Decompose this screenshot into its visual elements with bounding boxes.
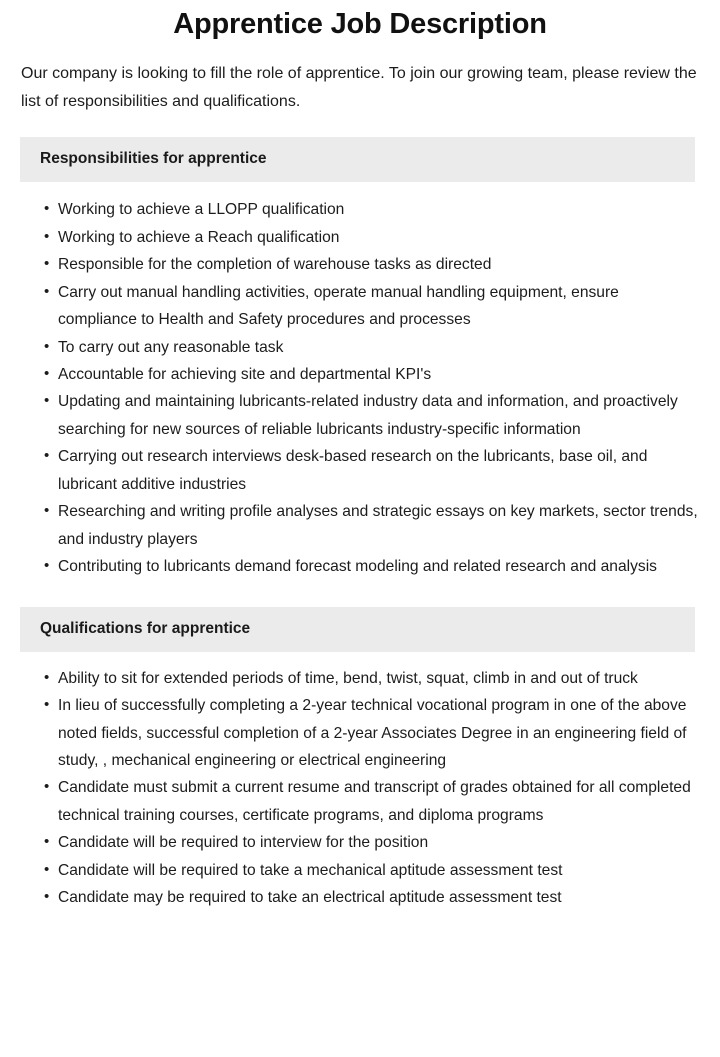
responsibilities-section (0, 137, 720, 580)
list-item: • Candidate must submit a current resume and transcript of grades obtained for all completed technical training courses, certificate programs, and diploma programs (44, 774, 700, 829)
list-item: • Carry out manual handling activities, operate manual handling equipment, ensure compliance to Health and Safety procedures and processes (44, 279, 700, 334)
intro-paragraph: Our company is looking to fill the role of apprentice. To join our growing team, please review the list of responsibilities and qualifications. (21, 65, 697, 110)
list-item: • Ability to sit for extended periods of time, bend, twist, squat, climb in and out of truck (44, 665, 700, 692)
list-item: • Candidate will be required to take a mechanical aptitude assessment test (44, 857, 700, 884)
list-item: • Candidate will be required to interview for the position (44, 829, 700, 856)
qualifications-list (0, 652, 720, 912)
list-item: • In lieu of successfully completing a 2-year technical vocational program in one of the above noted fields, successful completion of a 2-year Associates Degree in an engineering field of study, , mechanical engineering or electrical engineering (44, 692, 700, 774)
list-item: • Carrying out research interviews desk-based research on the lubricants, base oil, and lubricant additive industries (44, 443, 700, 498)
list-item: • Accountable for achieving site and departmental KPI's (44, 361, 700, 388)
responsibilities-list (0, 182, 720, 580)
list-item: • Working to achieve a Reach qualification (44, 224, 700, 251)
list-item: • Researching and writing profile analyses and strategic essays on key markets, sector trends, and industry players (44, 498, 700, 553)
list-item: • Candidate may be required to take an electrical aptitude assessment test (44, 884, 700, 911)
list-item: • Working to achieve a LLOPP qualification (44, 196, 700, 223)
page-title: Apprentice Job Description (173, 8, 547, 40)
responsibilities-section-header: Responsibilities for apprentice (20, 137, 695, 182)
qualifications-section (0, 607, 720, 912)
list-item: • Contributing to lubricants demand forecast modeling and related research and analysis (44, 553, 700, 580)
list-item: • To carry out any reasonable task (44, 334, 700, 361)
list-item: • Responsible for the completion of warehouse tasks as directed (44, 251, 700, 278)
qualifications-section-header: Qualifications for apprentice (20, 607, 695, 652)
list-item: • Updating and maintaining lubricants-related industry data and information, and proactively searching for new sources of reliable lubricants industry-specific information (44, 388, 700, 443)
